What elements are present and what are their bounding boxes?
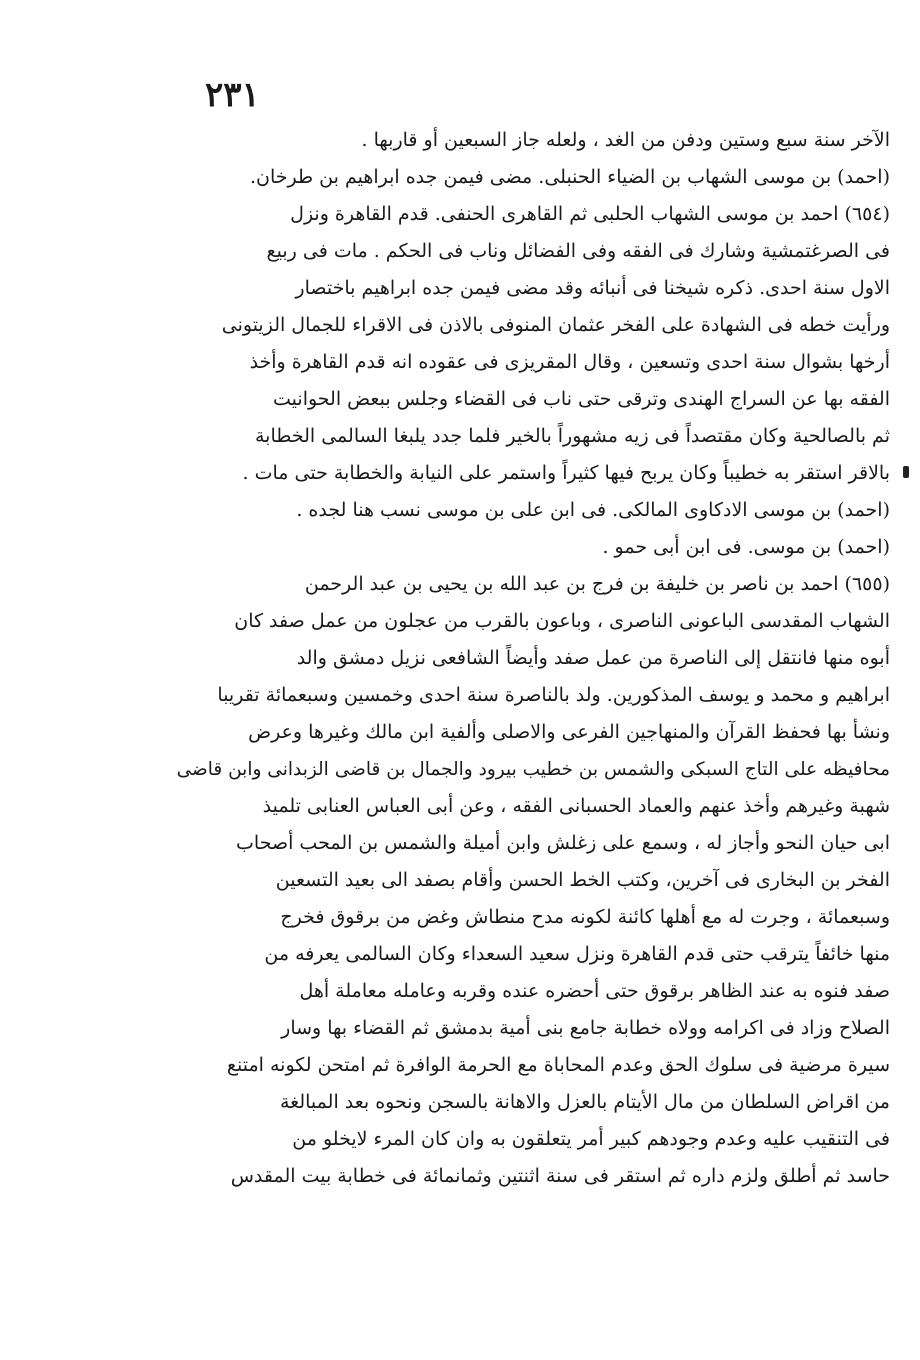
text-line: الشهاب المقدسى الباعونى الناصرى ، وباعون بالقرب من عجلون من عمل صفد كان [234, 610, 890, 632]
text-line: الاول سنة احدى. ذكره شيخنا فى أنبائه وقد مضى فيمن جده ابراهيم باختصار [295, 277, 890, 299]
text-line: الآخر سنة سبع وستين ودفن من الغد ، ولعله جاز السبعين أو قاربها . [361, 129, 890, 151]
text-line: ابراهيم و محمد و يوسف المذكورين. ولد بالناصرة سنة احدى وخمسين وسبعمائة تقريبا [217, 684, 890, 706]
text-line: بالاقر استقر به خطيباً وكان يربح فيها كثيراً واستمر على النيابة والخطابة حتى مات . [242, 462, 890, 484]
text-line: منها خائفاً يترقب حتى قدم القاهرة ونزل سعيد السعداء وكان السالمى يعرفه من [264, 943, 890, 965]
text-line: (٦٥٥) احمد بن ناصر بن خليفة بن فرج بن عبد الله بن يحيى بن عبد الرحمن [304, 573, 890, 595]
body-text [170, 122, 890, 1195]
text-line: ونشأ بها فحفظ القرآن والمنهاجين الفرعى والاصلى وألفية ابن مالك وغيرها وعرض [248, 721, 890, 743]
text-line: أرخها بشوال سنة احدى وتسعين ، وقال المقريزى فى عقوده انه قدم القاهرة وأخذ [249, 351, 890, 373]
margin-mark [903, 466, 909, 478]
text-line: الفقه بها عن السراج الهندى وترقى حتى ناب فى القضاء وجلس ببعض الحوانيت [273, 388, 890, 410]
text-line: من اقراض السلطان من مال الأيتام بالعزل والاهانة بالسجن ونحوه بعد المبالغة [280, 1091, 890, 1113]
text-line: الفخر بن البخارى فى آخرين، وكتب الخط الحسن وأقام بصفد الى بعيد التسعين [275, 869, 890, 891]
text-line: (احمد) بن موسى. فى ابن أبى حمو . [602, 536, 890, 558]
text-line: أبوه منها فانتقل إلى الناصرة من عمل صفد وأيضاً الشافعى نزيل دمشق والد [296, 647, 890, 669]
text-line: فى الصرغتمشية وشارك فى الفقه وفى الفضائل وناب فى الحكم . مات فى ربيع [266, 240, 890, 262]
text-line: سيرة مرضية فى سلوك الحق وعدم المحاباة مع الحرمة الوافرة ثم امتحن لكونه امتنع [226, 1054, 890, 1076]
text-line: ثم بالصالحية وكان مقتصداً فى زيه مشهوراً بالخير فلما جدد يلبغا السالمى الخطابة [255, 425, 890, 447]
text-line: (احمد) بن موسى الشهاب بن الضياء الحنبلى. مضى فيمن جده ابراهيم بن طرخان. [250, 166, 890, 188]
text-line: حاسد ثم أطلق ولزم داره ثم استقر فى سنة اثنتين وثمانمائة فى خطابة بيت المقدس [230, 1165, 890, 1187]
text-line: الصلاح وزاد فى اكرامه وولاه خطابة جامع بنى أمية بدمشق ثم القضاء بها وسار [281, 1017, 890, 1039]
text-line: شهبة وغيرهم وأخذ عنهم والعماد الحسبانى الفقه ، وعن أبى العباس العنابى تلميذ [262, 795, 890, 817]
text-line: (٦٥٤) احمد بن موسى الشهاب الحلبى ثم القاهرى الحنفى. قدم القاهرة ونزل [290, 203, 890, 225]
text-line: صفد فنوه به عند الظاهر برقوق حتى أحضره عنده وقربه وعامله معاملة أهل [299, 980, 890, 1002]
text-line: ابى حيان النحو وأجاز له ، وسمع على زغلش وابن أميلة والشمس بن المحب أصحاب [236, 832, 890, 854]
text-line: محافيظه على التاج السبكى والشمس بن خطيب بيرود والجمال بن قاضى الزبدانى وابن قاضى [176, 759, 890, 780]
text-line: (احمد) بن موسى الادكاوى المالكى. فى ابن على بن موسى نسب هنا لجده . [296, 499, 890, 521]
text-line: فى التنقيب عليه وعدم وجودهم كبير أمر يتعلقون به وان كان المرء لايخلو من [292, 1128, 890, 1150]
text-line: وسبعمائة ، وجرت له مع أهلها كائنة لكونه مدح منطاش وغض من برقوق فخرج [280, 906, 890, 928]
page-number: ٢٣١ [205, 75, 260, 115]
text-line: ورأيت خطه فى الشهادة على الفخر عثمان المنوفى بالاذن فى الاقراء للجمال الزيتونى [221, 314, 890, 336]
